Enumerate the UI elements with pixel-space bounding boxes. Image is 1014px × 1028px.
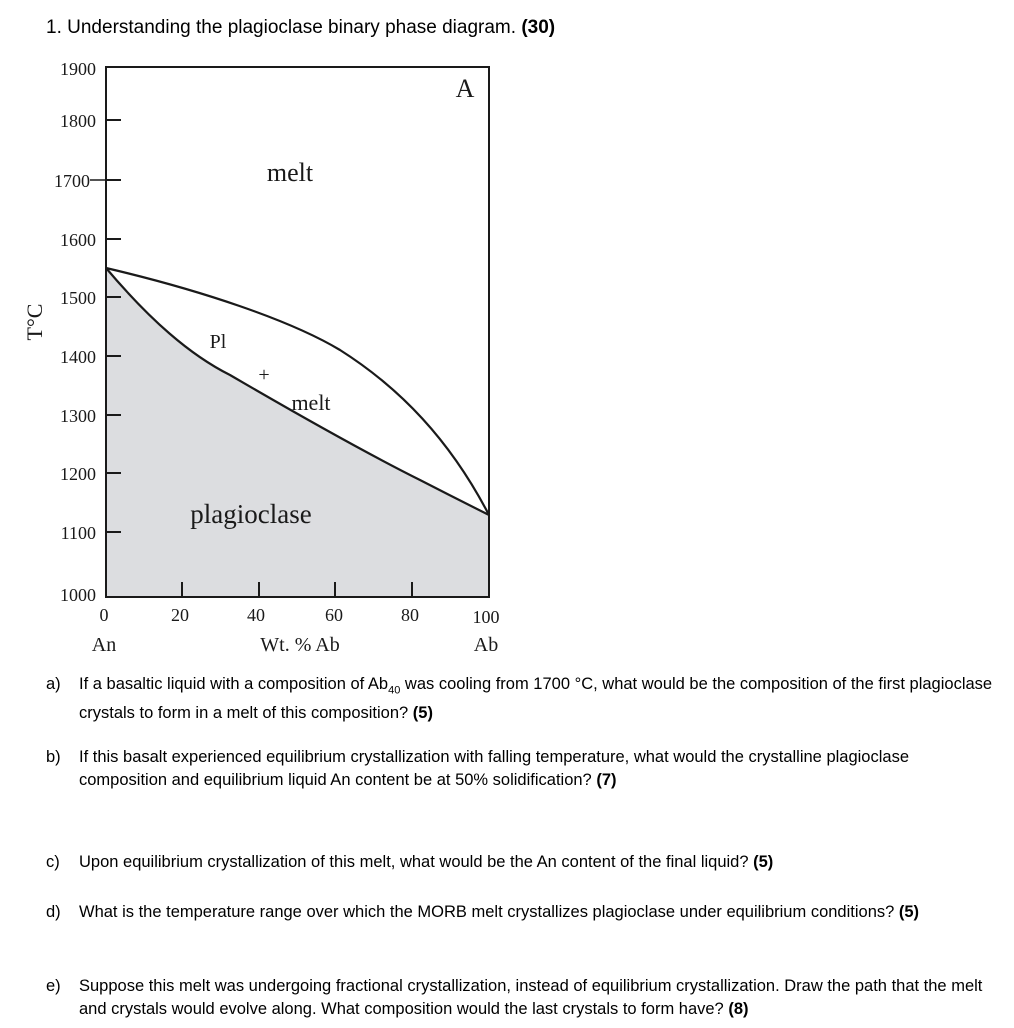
y-tick-label: 1000 (60, 585, 96, 605)
plagioclase-region-label: plagioclase (190, 499, 312, 529)
part-d-label: d) (46, 903, 61, 921)
two-phase-label-plus: + (258, 364, 270, 386)
part-a-text (79, 673, 996, 725)
x-tick-label: 20 (171, 605, 189, 625)
part-c-label: c) (46, 853, 60, 871)
y-tick-label: 1500 (60, 288, 96, 308)
part-d (46, 901, 996, 924)
x-tick-label: 100 (472, 607, 500, 627)
part-c-points: (5) (753, 853, 774, 871)
x-axis-label: Wt. % Ab (260, 634, 340, 656)
part-d-points: (5) (898, 903, 920, 921)
part-a-label: a) (46, 675, 61, 693)
part-d-text-body: What is the temperature range over which the MORB melt crystallizes plagioclase under equilibrium conditions? (79, 903, 895, 921)
x-tick-label: 0 (99, 605, 109, 625)
part-c (46, 851, 996, 874)
y-tick-label: 1300 (60, 406, 96, 426)
part-e-label: e) (46, 977, 61, 995)
x-tick-label: 80 (401, 605, 419, 625)
two-phase-label-melt: melt (291, 390, 331, 415)
question-number: 1. (46, 17, 62, 38)
part-b-text (79, 746, 996, 792)
part-a-subscript: 40 (388, 684, 401, 697)
y-tick-label: 1400 (60, 347, 96, 367)
y-tick-label: 1200 (60, 464, 96, 484)
part-e-text (79, 975, 996, 1021)
part-b-points: (7) (596, 771, 617, 789)
melt-region-label: melt (266, 158, 314, 187)
part-e-points: (8) (728, 1000, 749, 1018)
part-e-text-body: Suppose this melt was undergoing fractional crystallization, instead of equilibrium crystallization. Draw the path that the melt and crystals would evolve along. What composition would the last crystals to form have? (79, 977, 983, 1018)
part-a-text-before: If a basaltic liquid with a composition of Ab (79, 675, 389, 693)
part-e (46, 975, 996, 1021)
question-points: (30) (521, 17, 556, 38)
y-axis-label: T°C (22, 303, 47, 341)
part-b-text-body: If this basalt experienced equilibrium crystallization with falling temperature, what would the crystalline plagioclase composition and equilibrium liquid An content be at 50% solidification? (79, 748, 909, 789)
part-d-text (79, 901, 996, 924)
y-tick-label: 1600 (60, 230, 96, 250)
y-tick-label: 1800 (60, 111, 96, 131)
part-b (46, 746, 996, 792)
y-tick-label: 1100 (60, 523, 96, 543)
x-end-label-an: An (91, 634, 117, 656)
part-a-points: (5) (412, 704, 433, 723)
y-tick-label: 1900 (60, 59, 96, 79)
part-a (46, 673, 996, 725)
part-b-label: b) (46, 748, 61, 766)
part-a-text-after: was cooling from 1700 °C, what would be the composition of the first plagioclase crystals to form in a melt of this composition? (79, 675, 993, 723)
x-tick-label: 60 (325, 605, 343, 625)
question-title-text: Understanding the plagioclase binary phase diagram. (67, 17, 517, 38)
x-end-label-ab: Ab (473, 634, 499, 656)
y-tick-label: 1700 (54, 171, 90, 191)
part-c-text-body: Upon equilibrium crystallization of this melt, what would be the An content of the final liquid? (79, 853, 749, 871)
corner-label: A (455, 74, 475, 103)
two-phase-label-pl: Pl (209, 331, 227, 353)
part-c-text (79, 851, 996, 874)
x-tick-label: 40 (247, 605, 265, 625)
plagioclase-region (106, 268, 489, 597)
